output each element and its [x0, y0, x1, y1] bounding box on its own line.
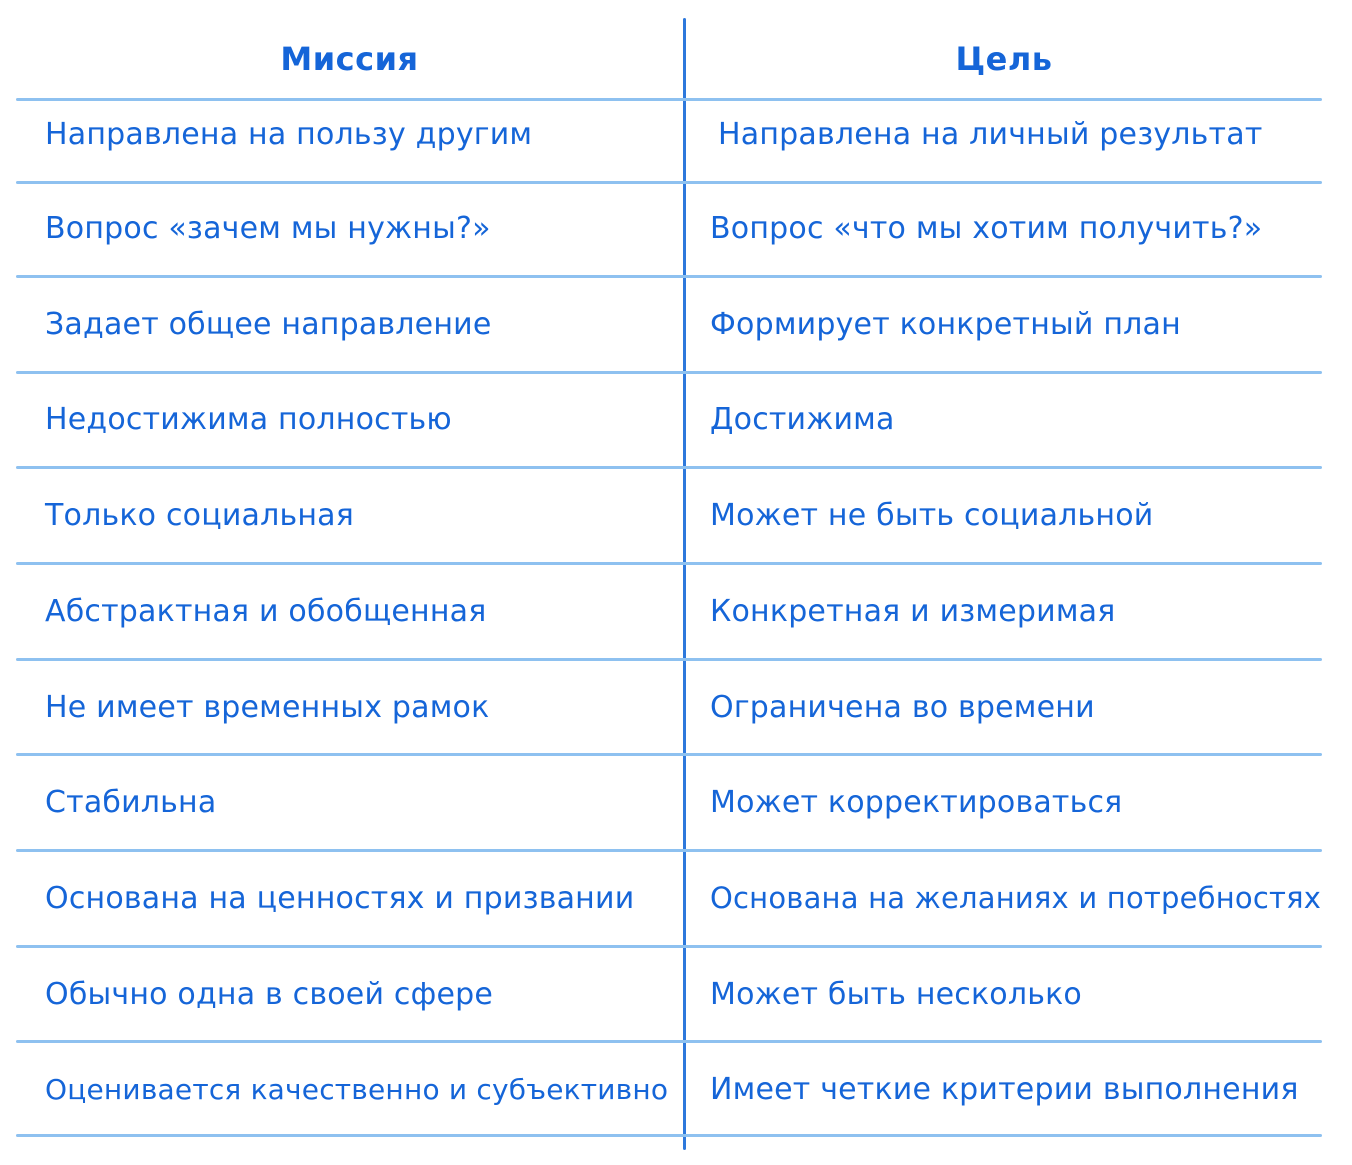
mission-cell: Задает общее направление — [45, 307, 492, 342]
mission-cell: Абстрактная и обобщенная — [45, 594, 487, 629]
goal-cell: Вопрос «что мы хотим получить?» — [710, 211, 1263, 246]
mission-cell: Недостижима полностью — [45, 402, 452, 437]
goal-cell: Достижима — [710, 402, 895, 437]
goal-cell: Имеет четкие критерии выполнения — [710, 1072, 1299, 1107]
goal-cell: Может корректироваться — [710, 785, 1123, 820]
goal-cell: Может не быть социальной — [710, 498, 1154, 533]
mission-cell: Обычно одна в своей сфере — [45, 977, 493, 1012]
goal-cell: Направлена на личный результат — [718, 117, 1263, 152]
mission-cell: Не имеет временных рамок — [45, 690, 490, 725]
goal-cell: Формирует конкретный план — [710, 307, 1181, 342]
column-divider — [683, 18, 686, 1150]
header-mission: Миссия — [280, 40, 419, 78]
goal-cell: Основана на желаниях и потребностях — [710, 881, 1322, 915]
mission-cell: Направлена на пользу другим — [45, 117, 533, 152]
mission-cell: Только социальная — [45, 498, 354, 533]
mission-cell: Оценивается качественно и субъективно — [45, 1073, 669, 1106]
mission-cell: Стабильна — [45, 785, 217, 820]
goal-cell: Может быть несколько — [710, 977, 1082, 1012]
goal-cell: Ограничена во времени — [710, 690, 1095, 725]
mission-cell: Основана на ценностях и призвании — [45, 881, 635, 916]
header-goal: Цель — [955, 40, 1053, 78]
mission-cell: Вопрос «зачем мы нужны?» — [45, 211, 491, 246]
goal-cell: Конкретная и измеримая — [710, 594, 1116, 629]
